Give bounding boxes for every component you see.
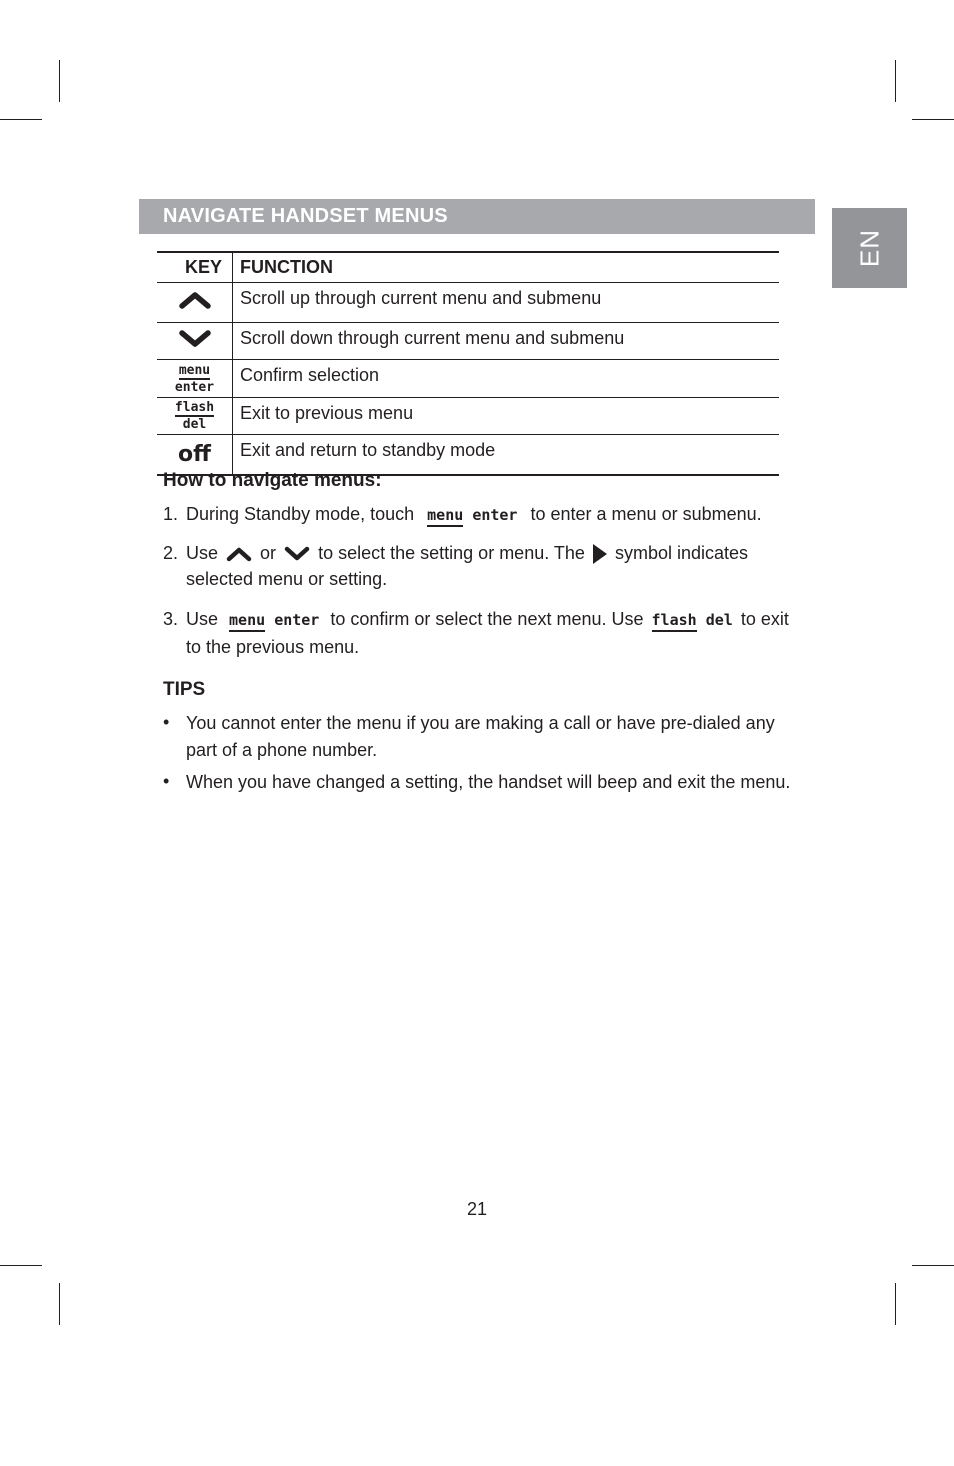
table-row	[157, 323, 779, 360]
function-cell: Exit and return to standby mode	[233, 435, 780, 476]
play-triangle-icon	[592, 543, 608, 565]
key-column-header: KEY	[157, 252, 233, 283]
key-function-table	[157, 251, 779, 476]
tips-heading: TIPS	[163, 679, 206, 700]
crop-mark	[59, 60, 60, 102]
step-text: Use	[186, 609, 219, 629]
step-number: 3.	[163, 609, 179, 629]
menu-enter-key-icon	[175, 364, 214, 394]
step-text: to confirm or select the next menu. Use	[330, 609, 644, 629]
step-text: or	[260, 543, 277, 563]
step-item	[163, 605, 803, 661]
key-top-label: menu	[229, 611, 265, 632]
section-title: NAVIGATE HANDSET MENUS	[163, 205, 448, 227]
crop-mark	[895, 60, 896, 102]
step-number: 2.	[163, 543, 179, 563]
key-cell	[157, 435, 233, 476]
section-header	[139, 199, 815, 234]
key-bottom-label: del	[705, 610, 733, 629]
step-text: to enter a menu or submenu.	[530, 504, 762, 524]
function-cell: Confirm selection	[233, 360, 780, 398]
crop-mark	[0, 1265, 42, 1266]
key-top-label: menu	[427, 506, 463, 527]
crop-mark	[912, 1265, 954, 1266]
key-top-label: menu	[178, 362, 211, 378]
bullet: •	[163, 712, 170, 732]
tip-text: When you have changed a setting, the handset will beep and exit the menu.	[186, 772, 791, 792]
page-number: 21	[466, 1199, 488, 1219]
function-cell: Scroll down through current menu and submenu	[233, 323, 780, 360]
step-text: to select the setting or menu. The	[318, 543, 585, 563]
step-number: 1.	[163, 504, 179, 524]
table-header-row	[157, 252, 779, 283]
step-text: to exit to the previous menu.	[186, 609, 789, 657]
function-cell: Exit to previous menu	[233, 398, 780, 435]
key-cell	[157, 323, 233, 360]
table-row	[157, 435, 779, 476]
step-text: Use	[186, 543, 219, 563]
key-bottom-label: del	[182, 417, 207, 432]
key-cell	[157, 398, 233, 435]
tip-text: You cannot enter the menu if you are making a call or have pre-dialed any part of a phone number.	[186, 713, 775, 760]
tip-item	[163, 769, 803, 796]
key-bottom-label: enter	[472, 505, 518, 524]
flash-del-key-icon	[175, 401, 214, 431]
tip-item	[163, 710, 803, 764]
key-top-label: flash	[652, 611, 697, 632]
table-row	[157, 283, 779, 323]
step-item	[163, 501, 803, 527]
crop-mark	[0, 119, 42, 120]
table-row	[157, 360, 779, 398]
key-bottom-label: enter	[274, 610, 320, 629]
language-label: EN	[854, 228, 884, 268]
step-text: symbol indicates selected menu or setting.	[186, 543, 749, 589]
key-bottom-label: enter	[174, 379, 215, 395]
chevron-up-icon	[179, 291, 211, 309]
chevron-down-icon	[284, 546, 310, 562]
function-cell: Scroll up through current menu and submenu	[233, 283, 780, 323]
off-key-icon: off	[178, 442, 211, 467]
how-to-heading: How to navigate menus:	[163, 470, 382, 491]
menu-enter-key-icon	[427, 505, 518, 524]
flash-del-key-icon	[651, 610, 733, 629]
crop-mark	[912, 119, 954, 120]
bullet: •	[163, 771, 170, 791]
menu-enter-key-icon	[229, 610, 320, 629]
chevron-down-icon	[179, 330, 211, 348]
key-cell	[157, 283, 233, 323]
crop-mark	[895, 1283, 896, 1325]
step-text: During Standby mode, touch	[186, 504, 415, 524]
chevron-up-icon	[226, 546, 252, 562]
step-item	[163, 540, 803, 592]
language-tab	[832, 208, 907, 288]
table-row	[157, 398, 779, 435]
crop-mark	[59, 1283, 60, 1325]
function-column-header: FUNCTION	[233, 252, 780, 283]
key-top-label: flash	[174, 400, 215, 415]
key-cell	[157, 360, 233, 398]
